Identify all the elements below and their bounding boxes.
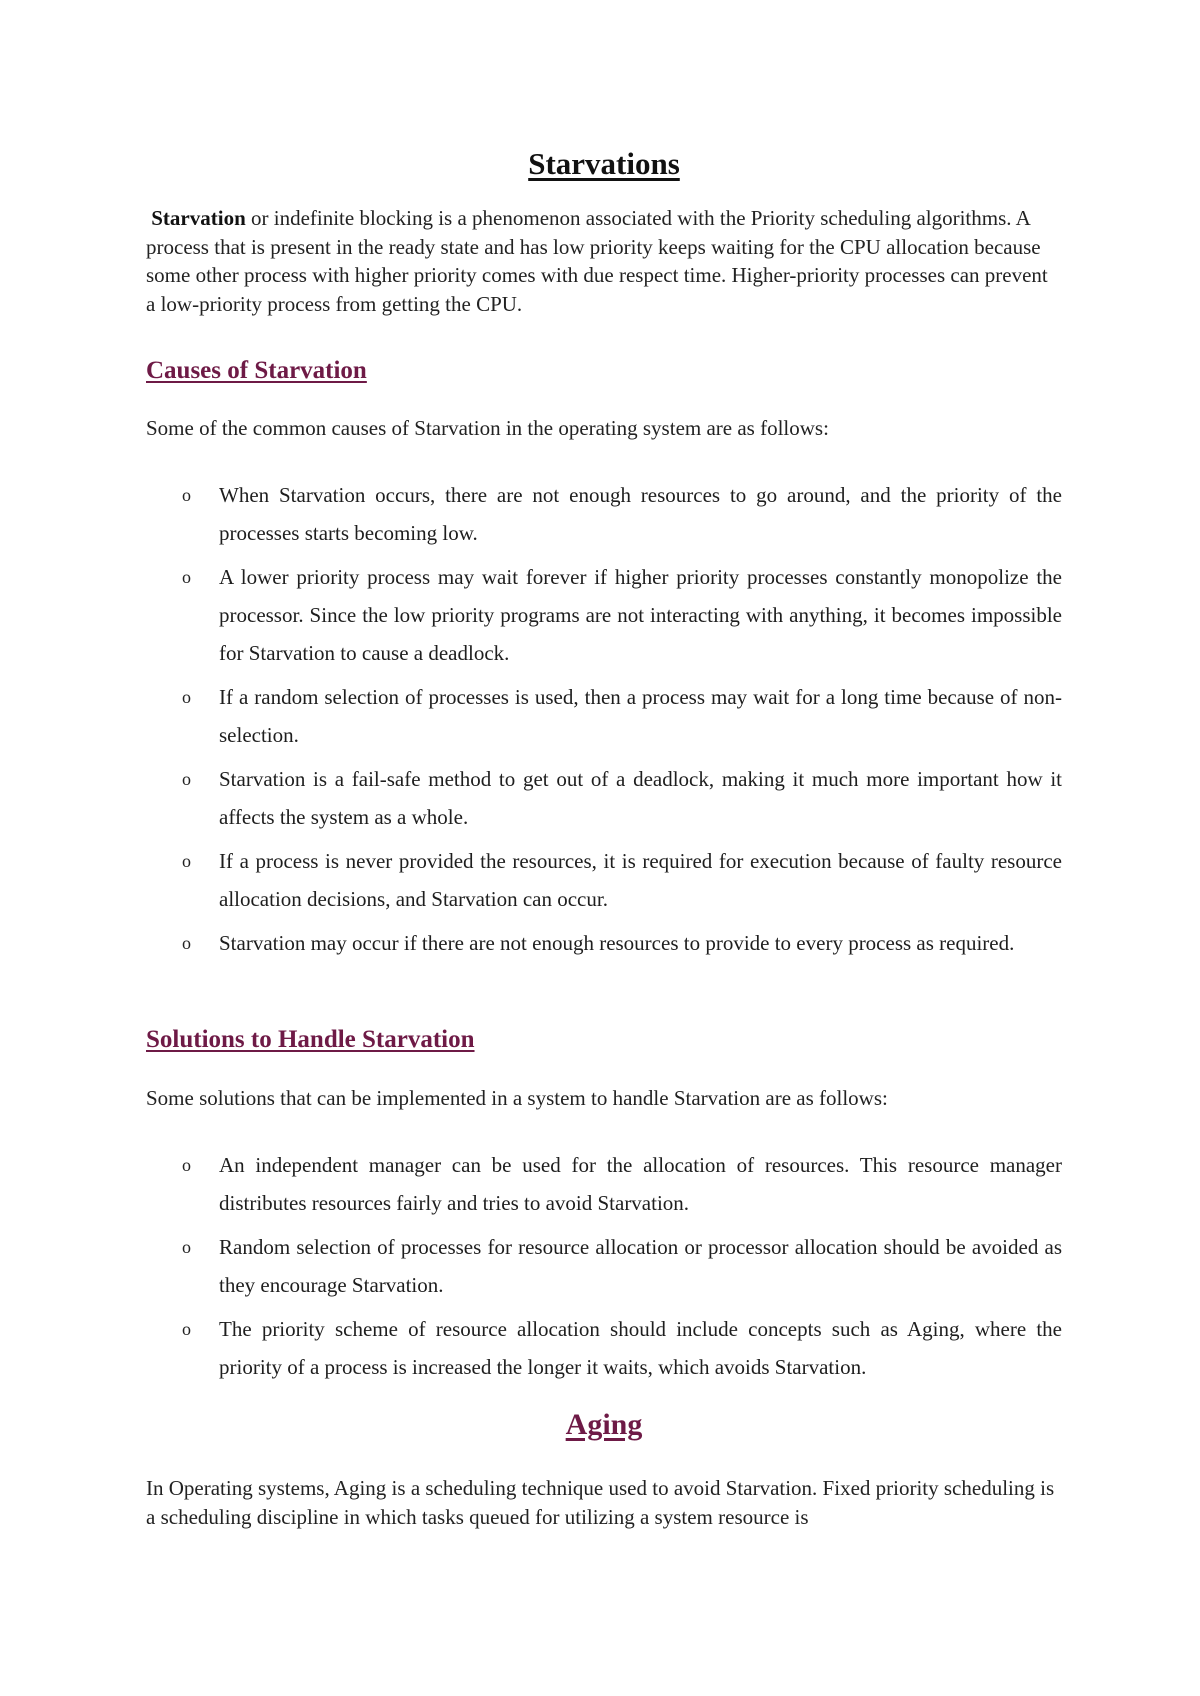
bullet-icon: o [182, 851, 191, 871]
bullet-icon: o [182, 567, 191, 587]
list-item: o The priority scheme of resource allocation should include concepts such as Aging, where the priority of a process is increased the longer it waits, which avoids Starvation. [146, 1310, 1062, 1386]
aging-heading: Aging [565, 1408, 643, 1441]
page-title: Starvations [528, 146, 680, 181]
list-item: o Random selection of processes for resource allocation or processor allocation should be avoided as they encourage Starvation. [146, 1228, 1062, 1304]
causes-list [146, 476, 1062, 968]
bullet-icon: o [182, 687, 191, 707]
list-item: o A lower priority process may wait forever if higher priority processes constantly monopolize the processor. Since the low priority programs are not interacting with anything, it becomes impossible for Starvation to cause a deadlock. [146, 558, 1062, 672]
aging-paragraph: In Operating systems, Aging is a scheduling technique used to avoid Starvation. Fixed priority scheduling is a scheduling discipline in which tasks queued for utilizing a system resource is [146, 1476, 1055, 1529]
list-item: o If a random selection of processes is used, then a process may wait for a long time because of non-selection. [146, 678, 1062, 754]
intro-bold-term: Starvation [151, 206, 246, 230]
bullet-icon: o [182, 485, 191, 505]
intro-text: or indefinite blocking is a phenomenon associated with the Priority scheduling algorithms. A process that is present in the ready state and has low priority keeps waiting for the CPU allocation because some other process with higher priority comes with due respect time. Higher-priority processes can prevent a low-priority process from getting the CPU. [146, 206, 1048, 316]
list-item: o Starvation may occur if there are not enough resources to provide to every process as required. [146, 924, 1062, 962]
solutions-intro: Some solutions that can be implemented in a system to handle Starvation are as follows: [146, 1086, 888, 1110]
list-item: o Starvation is a fail-safe method to get out of a deadlock, making it much more important how it affects the system as a whole. [146, 760, 1062, 836]
solutions-heading: Solutions to Handle Starvation [146, 1026, 475, 1053]
causes-heading: Causes of Starvation [146, 357, 367, 384]
solutions-list [146, 1146, 1062, 1392]
bullet-icon: o [182, 1237, 191, 1257]
bullet-icon: o [182, 1155, 191, 1175]
intro-paragraph [146, 204, 1062, 318]
bullet-icon: o [182, 769, 191, 789]
causes-intro: Some of the common causes of Starvation in the operating system are as follows: [146, 416, 829, 440]
list-item: o If a process is never provided the resources, it is required for execution because of faulty resource allocation decisions, and Starvation can occur. [146, 842, 1062, 918]
bullet-icon: o [182, 1319, 191, 1339]
list-item: o When Starvation occurs, there are not enough resources to go around, and the priority of the processes starts becoming low. [146, 476, 1062, 552]
list-item: o An independent manager can be used for the allocation of resources. This resource manager distributes resources fairly and tries to avoid Starvation. [146, 1146, 1062, 1222]
bullet-icon: o [182, 933, 191, 953]
